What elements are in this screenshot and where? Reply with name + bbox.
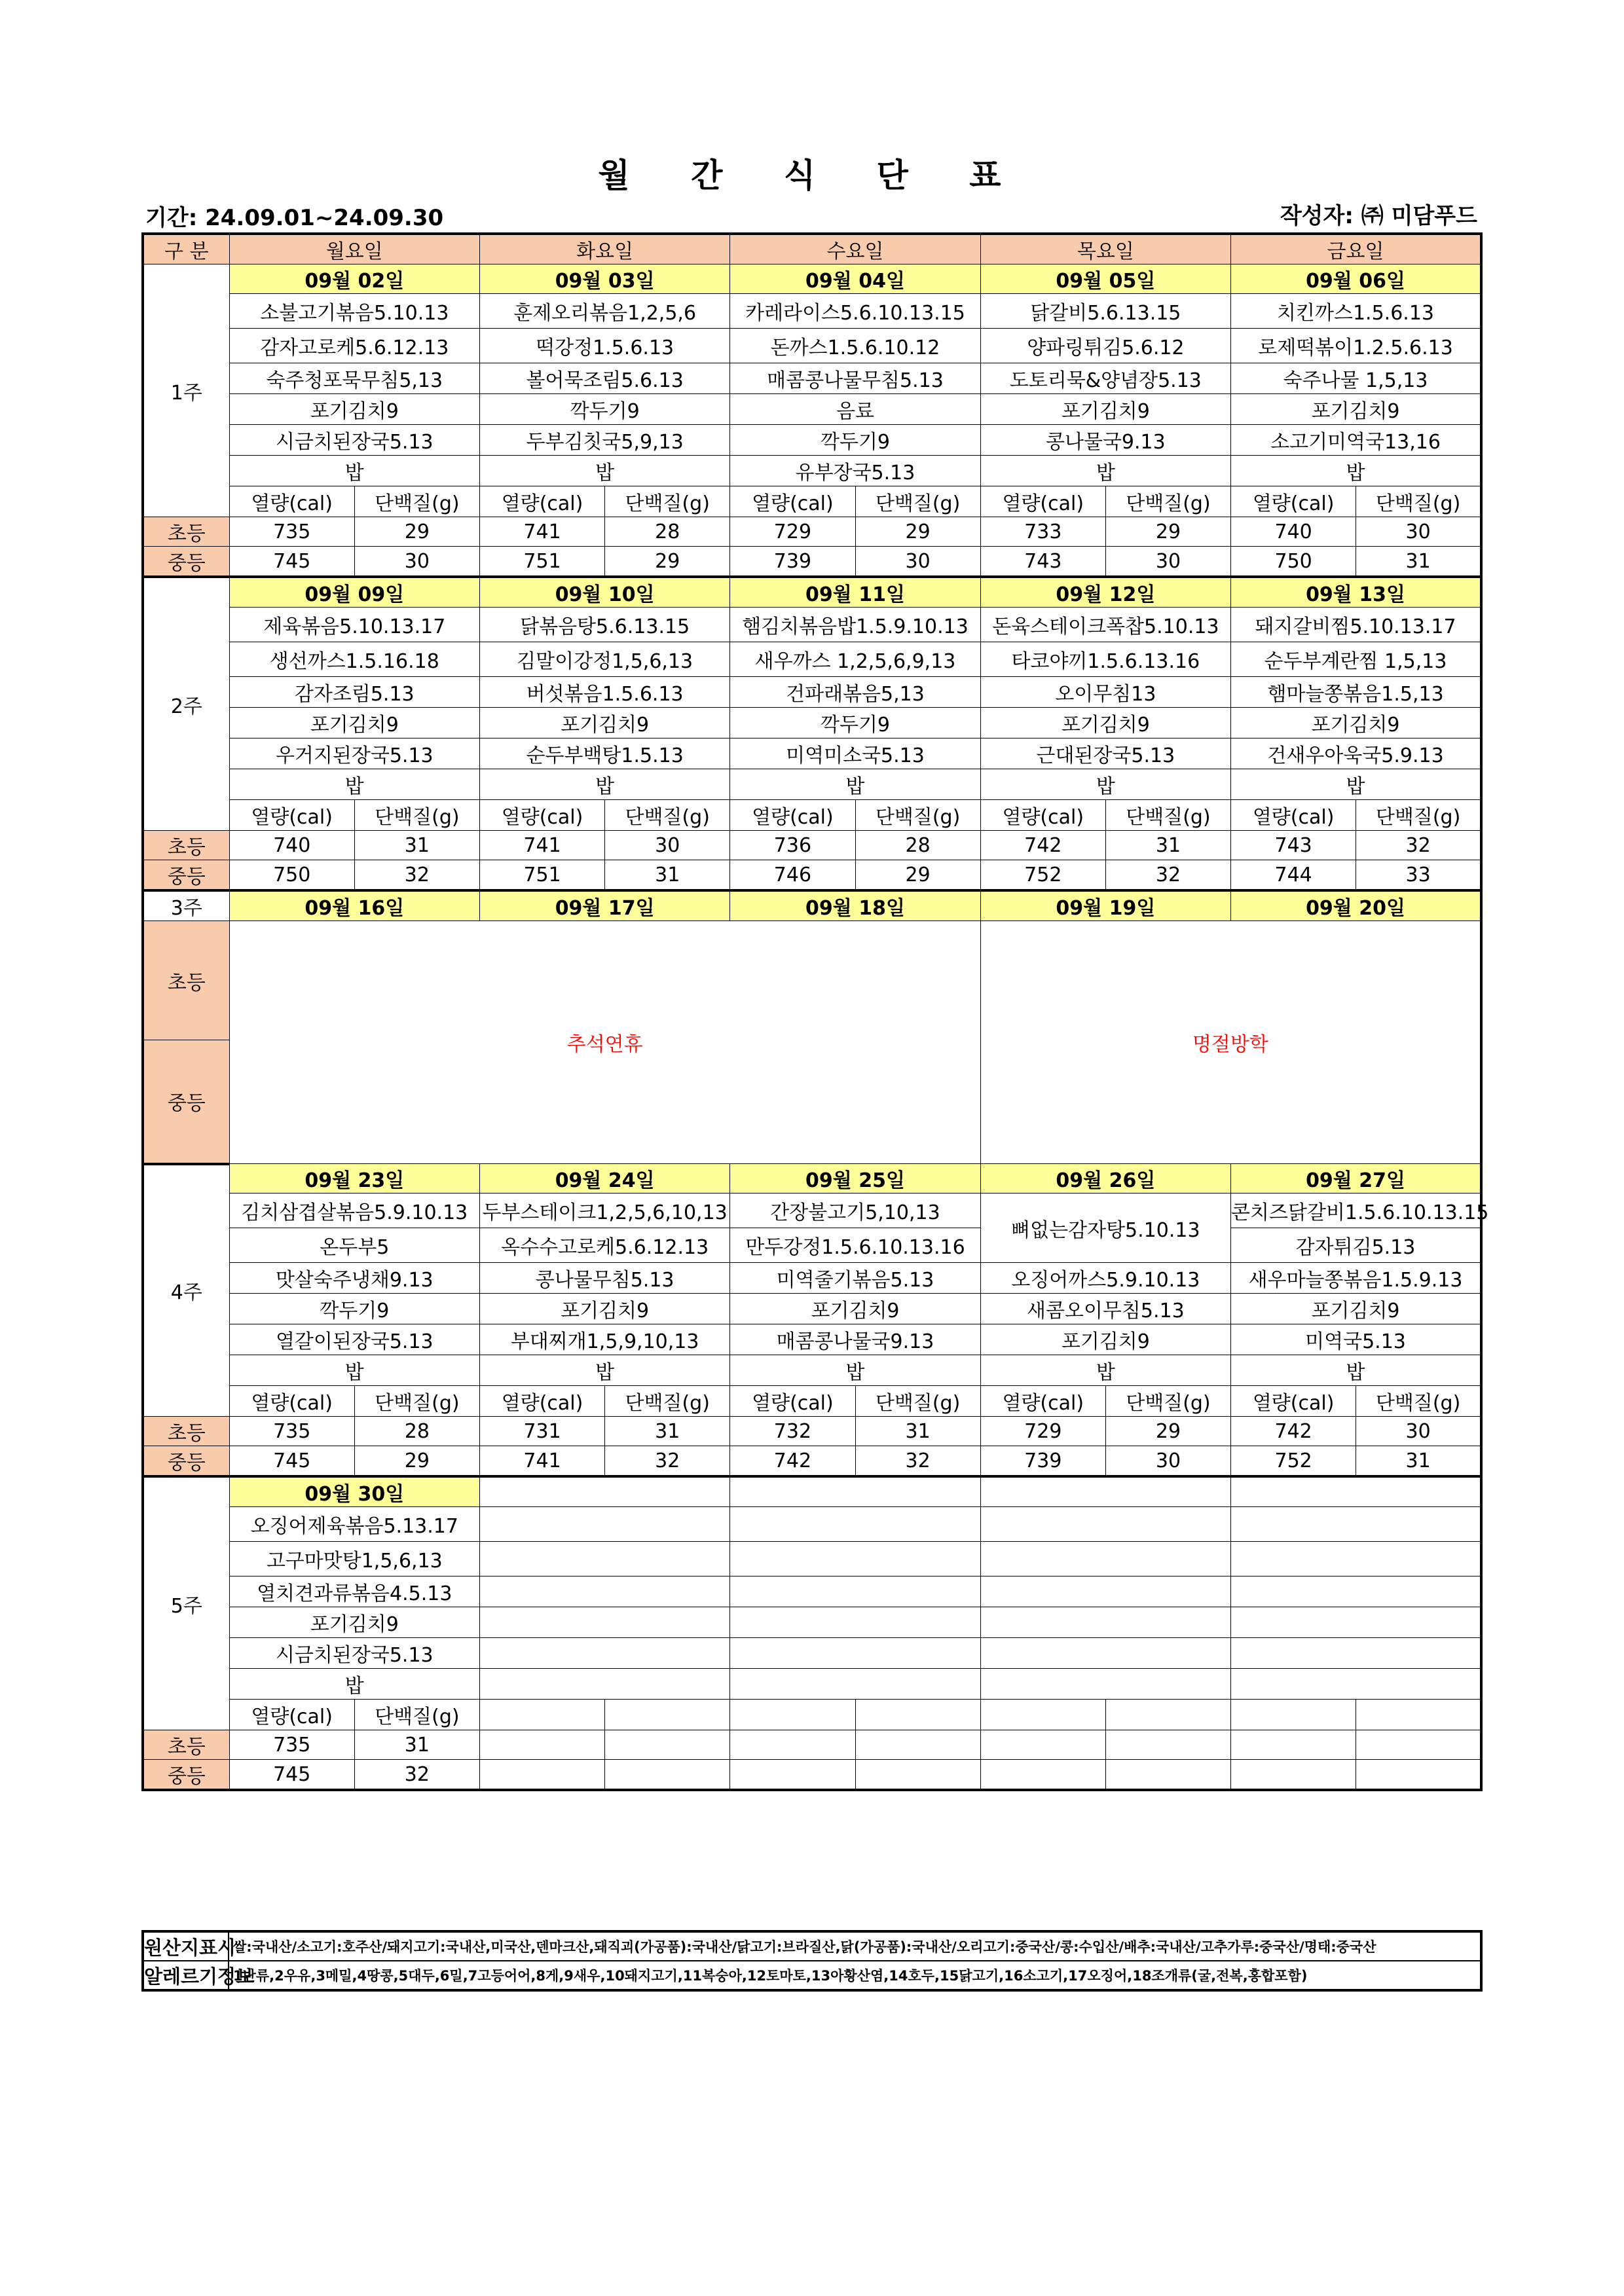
menu-item: 포기김치9: [479, 1294, 729, 1324]
day-header: 수요일: [730, 234, 980, 264]
menu-item: 맛살숙주냉채9.13: [229, 1263, 479, 1294]
mid-protein: 32: [605, 1446, 730, 1477]
elem-protein: 30: [605, 831, 730, 860]
mid-protein: 32: [855, 1446, 980, 1477]
date-cell: 09월 23일: [229, 1164, 479, 1194]
menu-item: [980, 1669, 1230, 1700]
kcal-label: 열량(cal): [1231, 486, 1356, 517]
header-corner: 구 분: [143, 234, 229, 264]
mid-protein: 30: [855, 547, 980, 577]
mid-label: 중등: [143, 1446, 229, 1477]
menu-item: 포기김치9: [1231, 1294, 1481, 1324]
elem-kcal: 729: [730, 517, 855, 547]
menu-item: 뼈없는감자탕5.10.13: [980, 1194, 1230, 1263]
protein-label: 단백질(g): [1105, 1386, 1230, 1417]
menu-item: 온두부5: [229, 1228, 479, 1263]
menu-item: 시금치된장국5.13: [229, 1638, 479, 1669]
menu-item: 볼어묵조림5.6.13: [479, 363, 729, 394]
mid-protein: 30: [354, 547, 479, 577]
date-cell: 09월 11일: [730, 577, 980, 608]
origin-label: 원산지표시: [143, 1931, 229, 1961]
elem-protein: [1356, 1730, 1481, 1760]
menu-item: [1231, 1607, 1481, 1638]
menu-item: 감자조림5.13: [229, 677, 479, 708]
kcal-label: [479, 1700, 604, 1730]
elem-kcal: 743: [1231, 831, 1356, 860]
menu-item: 새콤오이무침5.13: [980, 1294, 1230, 1324]
menu-item: [479, 1576, 729, 1607]
mid-kcal: 751: [479, 547, 604, 577]
menu-item: 숙주나물 1,5,13: [1231, 363, 1481, 394]
protein-label: 단백질(g): [1356, 800, 1481, 831]
mid-kcal: 739: [980, 1446, 1105, 1477]
mid-protein: 29: [855, 860, 980, 891]
elem-kcal: 731: [479, 1417, 604, 1446]
elem-protein: 28: [354, 1417, 479, 1446]
kcal-label: [1231, 1700, 1356, 1730]
menu-item: 포기김치9: [980, 394, 1230, 425]
menu-item: 양파링튀김5.6.12: [980, 329, 1230, 363]
elem-kcal: 736: [730, 831, 855, 860]
menu-item: 밥: [1231, 769, 1481, 800]
elem-protein: 31: [855, 1417, 980, 1446]
date-cell: 09월 12일: [980, 577, 1230, 608]
menu-item: 돈육스테이크폭찹5.10.13: [980, 608, 1230, 642]
mid-kcal: [980, 1760, 1105, 1791]
mid-label: 중등: [143, 860, 229, 891]
menu-item: 미역국5.13: [1231, 1324, 1481, 1355]
date-cell: 09월 05일: [980, 264, 1230, 294]
protein-label: [1105, 1700, 1230, 1730]
kcal-label: [730, 1700, 855, 1730]
menu-item: [1231, 1576, 1481, 1607]
menu-item: 밥: [229, 1669, 479, 1700]
kcal-label: [980, 1700, 1105, 1730]
menu-item: 깍두기9: [479, 394, 729, 425]
elem-kcal: [479, 1730, 604, 1760]
mid-kcal: 751: [479, 860, 604, 891]
kcal-label: 열량(cal): [730, 1386, 855, 1417]
date-cell: 09월 25일: [730, 1164, 980, 1194]
menu-item: 우거지된장국5.13: [229, 738, 479, 769]
menu-item: 간장불고기5,10,13: [730, 1194, 980, 1228]
menu-item: 두부김칫국5,9,13: [479, 425, 729, 456]
protein-label: 단백질(g): [1105, 800, 1230, 831]
kcal-label: 열량(cal): [229, 1386, 354, 1417]
menu-item: [1231, 1542, 1481, 1576]
protein-label: [855, 1700, 980, 1730]
menu-item: 타코야끼1.5.6.13.16: [980, 642, 1230, 677]
menu-item: 포기김치9: [730, 1294, 980, 1324]
mid-protein: 32: [1105, 860, 1230, 891]
elem-kcal: [730, 1730, 855, 1760]
menu-item: 돈까스1.5.6.10.12: [730, 329, 980, 363]
date-cell: 09월 06일: [1231, 264, 1481, 294]
protein-label: 단백질(g): [354, 800, 479, 831]
protein-label: 단백질(g): [1356, 1386, 1481, 1417]
protein-label: 단백질(g): [1356, 486, 1481, 517]
mid-kcal: [1231, 1760, 1356, 1791]
elem-protein: 30: [1356, 517, 1481, 547]
menu-item: 만두강정1.5.6.10.13.16: [730, 1228, 980, 1263]
menu-item: 닭갈비5.6.13.15: [980, 294, 1230, 329]
mid-protein: 31: [1356, 1446, 1481, 1477]
date-cell: 09월 04일: [730, 264, 980, 294]
week-label: 3주: [143, 890, 229, 921]
elem-kcal: 735: [229, 1417, 354, 1446]
menu-item: 건새우아욱국5.9.13: [1231, 738, 1481, 769]
elem-protein: [1105, 1730, 1230, 1760]
kcal-label: 열량(cal): [980, 800, 1105, 831]
mid-protein: 32: [354, 1760, 479, 1791]
protein-label: 단백질(g): [605, 1386, 730, 1417]
elem-protein: 28: [855, 831, 980, 860]
menu-item: 감자고로케5.6.12.13: [229, 329, 479, 363]
kcal-label: 열량(cal): [229, 800, 354, 831]
menu-item: 김치삼겹살볶음5.9.10.13: [229, 1194, 479, 1228]
elem-kcal: 740: [1231, 517, 1356, 547]
elem-kcal: 741: [479, 831, 604, 860]
menu-item: 깍두기9: [730, 708, 980, 738]
mid-protein: [1105, 1760, 1230, 1791]
kcal-label: 열량(cal): [730, 800, 855, 831]
menu-item: [479, 1669, 729, 1700]
menu-item: 훈제오리볶음1,2,5,6: [479, 294, 729, 329]
date-cell: 09월 18일: [730, 890, 980, 921]
elem-protein: 29: [1105, 1417, 1230, 1446]
mid-kcal: [479, 1760, 604, 1791]
menu-item: 밥: [229, 769, 479, 800]
menu-item: 닭볶음탕5.6.13.15: [479, 608, 729, 642]
day-header: 목요일: [980, 234, 1230, 264]
menu-item: 포기김치9: [229, 394, 479, 425]
protein-label: 단백질(g): [354, 486, 479, 517]
menu-item: 매콤콩나물국9.13: [730, 1324, 980, 1355]
menu-item: 햄김치볶음밥1.5.9.10.13: [730, 608, 980, 642]
elem-kcal: 741: [479, 517, 604, 547]
date-cell: 09월 26일: [980, 1164, 1230, 1194]
mid-protein: 29: [605, 547, 730, 577]
menu-item: 열치견과류볶음4.5.13: [229, 1576, 479, 1607]
menu-item: 밥: [479, 456, 729, 486]
menu-item: 옥수수고로케5.6.12.13: [479, 1228, 729, 1263]
menu-item: 새우마늘쫑볶음1.5.9.13: [1231, 1263, 1481, 1294]
allergy-label: 알레르기정보: [143, 1961, 229, 1990]
elem-kcal: 735: [229, 1730, 354, 1760]
mid-kcal: 744: [1231, 860, 1356, 891]
menu-item: 밥: [479, 769, 729, 800]
day-header: 월요일: [229, 234, 479, 264]
menu-item: 콩나물무침5.13: [479, 1263, 729, 1294]
menu-item: 포기김치9: [980, 1324, 1230, 1355]
mid-protein: 31: [605, 860, 730, 891]
elem-kcal: 733: [980, 517, 1105, 547]
menu-item: 콘치즈닭갈비1.5.6.10.13.15: [1231, 1194, 1481, 1228]
author-label: 작성자: ㈜ 미담푸드: [1280, 203, 1477, 229]
menu-item: [1231, 1507, 1481, 1542]
menu-item: [980, 1638, 1230, 1669]
menu-item: 포기김치9: [229, 1607, 479, 1638]
elem-label: 초등: [143, 921, 229, 1040]
menu-item: [980, 1607, 1230, 1638]
date-cell: 09월 19일: [980, 890, 1230, 921]
mid-kcal: 746: [730, 860, 855, 891]
kcal-label: 열량(cal): [980, 486, 1105, 517]
date-cell: [730, 1476, 980, 1507]
elem-label: 초등: [143, 1730, 229, 1760]
elem-kcal: [980, 1730, 1105, 1760]
menu-item: 고구마맛탕1,5,6,13: [229, 1542, 479, 1576]
date-cell: 09월 20일: [1231, 890, 1481, 921]
elem-kcal: 742: [1231, 1417, 1356, 1446]
origin-text: 쌀:국내산/소고기:호주산/돼지고기:국내산,미국산,덴마크산,돼직괴(가공품):국내산/닭고기:브라질산,닭(가공품):국내산/오리고기:중국산/콩:수입산/배추:국내산/고추가루:중국산/명태:중국산: [229, 1931, 1481, 1961]
date-cell: [479, 1476, 729, 1507]
menu-item: 순두부백탕1.5.13: [479, 738, 729, 769]
date-cell: 09월 16일: [229, 890, 479, 921]
menu-item: 깍두기9: [730, 425, 980, 456]
mid-label: 중등: [143, 547, 229, 577]
kcal-label: 열량(cal): [229, 486, 354, 517]
kcal-label: 열량(cal): [479, 486, 604, 517]
menu-item: 순두부계란찜 1,5,13: [1231, 642, 1481, 677]
page-title: 월 간 식 단 표: [598, 156, 1026, 194]
mid-kcal: [730, 1760, 855, 1791]
menu-item: 밥: [479, 1355, 729, 1386]
date-cell: 09월 17일: [479, 890, 729, 921]
menu-item: 제육볶음5.10.13.17: [229, 608, 479, 642]
elem-protein: 32: [1356, 831, 1481, 860]
mid-kcal: 745: [229, 1446, 354, 1477]
elem-protein: 30: [1356, 1417, 1481, 1446]
protein-label: 단백질(g): [855, 486, 980, 517]
date-cell: 09월 10일: [479, 577, 729, 608]
mid-label: 중등: [143, 1040, 229, 1164]
elem-protein: 31: [354, 831, 479, 860]
elem-kcal: 729: [980, 1417, 1105, 1446]
elem-kcal: 740: [229, 831, 354, 860]
menu-item: 햄마늘쫑볶음1.5,13: [1231, 677, 1481, 708]
protein-label: 단백질(g): [855, 800, 980, 831]
menu-item: 버섯볶음1.5.6.13: [479, 677, 729, 708]
mid-protein: [1356, 1760, 1481, 1791]
day-header: 화요일: [479, 234, 729, 264]
menu-item: 카레라이스5.6.10.13.15: [730, 294, 980, 329]
menu-item: 포기김치9: [479, 708, 729, 738]
menu-item: 두부스테이크1,2,5,6,10,13: [479, 1194, 729, 1228]
menu-item: 로제떡볶이1.2.5.6.13: [1231, 329, 1481, 363]
menu-item: 깍두기9: [229, 1294, 479, 1324]
menu-item: 열갈이된장국5.13: [229, 1324, 479, 1355]
menu-item: 새우까스 1,2,5,6,9,13: [730, 642, 980, 677]
menu-item: 미역미소국5.13: [730, 738, 980, 769]
menu-item: [980, 1542, 1230, 1576]
protein-label: 단백질(g): [1105, 486, 1230, 517]
menu-item: 밥: [1231, 456, 1481, 486]
mid-kcal: 752: [980, 860, 1105, 891]
menu-item: [730, 1638, 980, 1669]
menu-item: 떡강정1.5.6.13: [479, 329, 729, 363]
kcal-label: 열량(cal): [1231, 800, 1356, 831]
menu-item: 콩나물국9.13: [980, 425, 1230, 456]
menu-item: 오징어제육볶음5.13.17: [229, 1507, 479, 1542]
mid-kcal: 741: [479, 1446, 604, 1477]
elem-protein: [855, 1730, 980, 1760]
elem-label: 초등: [143, 831, 229, 860]
week-label: 2주: [143, 577, 229, 831]
menu-item: 숙주청포묵무침5,13: [229, 363, 479, 394]
mid-kcal: 750: [229, 860, 354, 891]
kcal-label: 열량(cal): [479, 1386, 604, 1417]
menu-item: 밥: [730, 769, 980, 800]
elem-protein: [605, 1730, 730, 1760]
protein-label: 단백질(g): [605, 800, 730, 831]
mid-protein: [855, 1760, 980, 1791]
protein-label: 단백질(g): [354, 1700, 479, 1730]
menu-item: 밥: [980, 769, 1230, 800]
date-cell: [1231, 1476, 1481, 1507]
menu-item: 건파래볶음5,13: [730, 677, 980, 708]
allergy-text: 1난류,2우유,3메밀,4땅콩,5대두,6밀,7고등어어,8게,9새우,10돼지고기,11복숭아,12토마토,13아황산염,14호두,15닭고기,16소고기,17오징어,18조개류(굴,전복,홍합포함): [229, 1961, 1481, 1990]
elem-protein: 28: [605, 517, 730, 547]
vacation-notice: 명절방학: [980, 921, 1481, 1164]
menu-item: 도토리묵&양념장5.13: [980, 363, 1230, 394]
date-cell: 09월 13일: [1231, 577, 1481, 608]
week-label: 5주: [143, 1476, 229, 1730]
menu-item: 근대된장국5.13: [980, 738, 1230, 769]
date-cell: 09월 27일: [1231, 1164, 1481, 1194]
menu-item: [730, 1542, 980, 1576]
menu-item: [730, 1576, 980, 1607]
menu-item: [1231, 1669, 1481, 1700]
protein-label: [1356, 1700, 1481, 1730]
menu-item: [730, 1669, 980, 1700]
menu-item: 밥: [1231, 1355, 1481, 1386]
protein-label: [605, 1700, 730, 1730]
menu-item: 오이무침13: [980, 677, 1230, 708]
elem-protein: 31: [605, 1417, 730, 1446]
mid-label: 중등: [143, 1760, 229, 1791]
menu-item: [980, 1576, 1230, 1607]
footer-table: [141, 1930, 1483, 1992]
menu-item: [479, 1542, 729, 1576]
menu-item: 돼지갈비찜5.10.13.17: [1231, 608, 1481, 642]
protein-label: 단백질(g): [855, 1386, 980, 1417]
mid-kcal: 745: [229, 547, 354, 577]
mid-protein: 30: [1105, 547, 1230, 577]
protein-label: 단백질(g): [354, 1386, 479, 1417]
menu-item: [980, 1507, 1230, 1542]
mid-protein: 30: [1105, 1446, 1230, 1477]
menu-item: 치킨까스1.5.6.13: [1231, 294, 1481, 329]
elem-protein: 29: [855, 517, 980, 547]
mid-protein: 31: [1356, 547, 1481, 577]
date-cell: 09월 24일: [479, 1164, 729, 1194]
menu-item: 매콤콩나물무침5.13: [730, 363, 980, 394]
menu-item: 부대찌개1,5,9,10,13: [479, 1324, 729, 1355]
elem-protein: 29: [354, 517, 479, 547]
date-cell: 09월 09일: [229, 577, 479, 608]
elem-protein: 31: [354, 1730, 479, 1760]
mid-protein: [605, 1760, 730, 1791]
elem-kcal: 742: [980, 831, 1105, 860]
elem-kcal: 732: [730, 1417, 855, 1446]
mid-kcal: 745: [229, 1760, 354, 1791]
menu-item: 소고기미역국13,16: [1231, 425, 1481, 456]
elem-label: 초등: [143, 517, 229, 547]
mid-kcal: 743: [980, 547, 1105, 577]
date-cell: [980, 1476, 1230, 1507]
mid-kcal: 752: [1231, 1446, 1356, 1477]
mid-protein: 29: [354, 1446, 479, 1477]
menu-item: [479, 1638, 729, 1669]
elem-kcal: 735: [229, 517, 354, 547]
mid-kcal: 739: [730, 547, 855, 577]
menu-item: 포기김치9: [980, 708, 1230, 738]
week-label: 4주: [143, 1164, 229, 1417]
menu-item: 밥: [229, 456, 479, 486]
mid-protein: 33: [1356, 860, 1481, 891]
kcal-label: 열량(cal): [479, 800, 604, 831]
menu-item: 포기김치9: [1231, 708, 1481, 738]
menu-item: 포기김치9: [229, 708, 479, 738]
mid-kcal: 742: [730, 1446, 855, 1477]
menu-item: 밥: [229, 1355, 479, 1386]
date-cell: 09월 02일: [229, 264, 479, 294]
elem-protein: 29: [1105, 517, 1230, 547]
mid-protein: 32: [354, 860, 479, 891]
kcal-label: 열량(cal): [229, 1700, 354, 1730]
menu-item: 밥: [980, 1355, 1230, 1386]
day-header: 금요일: [1231, 234, 1481, 264]
date-cell: 09월 03일: [479, 264, 729, 294]
elem-label: 초등: [143, 1417, 229, 1446]
menu-item: 미역줄기볶음5.13: [730, 1263, 980, 1294]
menu-item: [479, 1607, 729, 1638]
kcal-label: 열량(cal): [1231, 1386, 1356, 1417]
menu-item: [1231, 1638, 1481, 1669]
menu-item: [730, 1607, 980, 1638]
mid-kcal: 750: [1231, 547, 1356, 577]
date-cell: 09월 30일: [229, 1476, 479, 1507]
menu-item: 음료: [730, 394, 980, 425]
menu-item: 포기김치9: [1231, 394, 1481, 425]
menu-item: 생선까스1.5.16.18: [229, 642, 479, 677]
menu-item: 시금치된장국5.13: [229, 425, 479, 456]
menu-item: 김말이강정1,5,6,13: [479, 642, 729, 677]
elem-kcal: [1231, 1730, 1356, 1760]
kcal-label: 열량(cal): [730, 486, 855, 517]
elem-protein: 31: [1105, 831, 1230, 860]
kcal-label: 열량(cal): [980, 1386, 1105, 1417]
holiday-notice: 추석연휴: [229, 921, 980, 1164]
menu-item: [479, 1507, 729, 1542]
menu-item: 소불고기볶음5.10.13: [229, 294, 479, 329]
menu-item: 밥: [730, 1355, 980, 1386]
protein-label: 단백질(g): [605, 486, 730, 517]
menu-item: 감자튀김5.13: [1231, 1228, 1481, 1263]
week-label: 1주: [143, 264, 229, 517]
menu-item: 유부장국5.13: [730, 456, 980, 486]
meal-table: [141, 232, 1489, 1791]
period-label: 기간: 24.09.01~24.09.30: [145, 205, 444, 231]
menu-item: 오징어까스5.9.10.13: [980, 1263, 1230, 1294]
menu-item: 밥: [980, 456, 1230, 486]
menu-item: [730, 1507, 980, 1542]
